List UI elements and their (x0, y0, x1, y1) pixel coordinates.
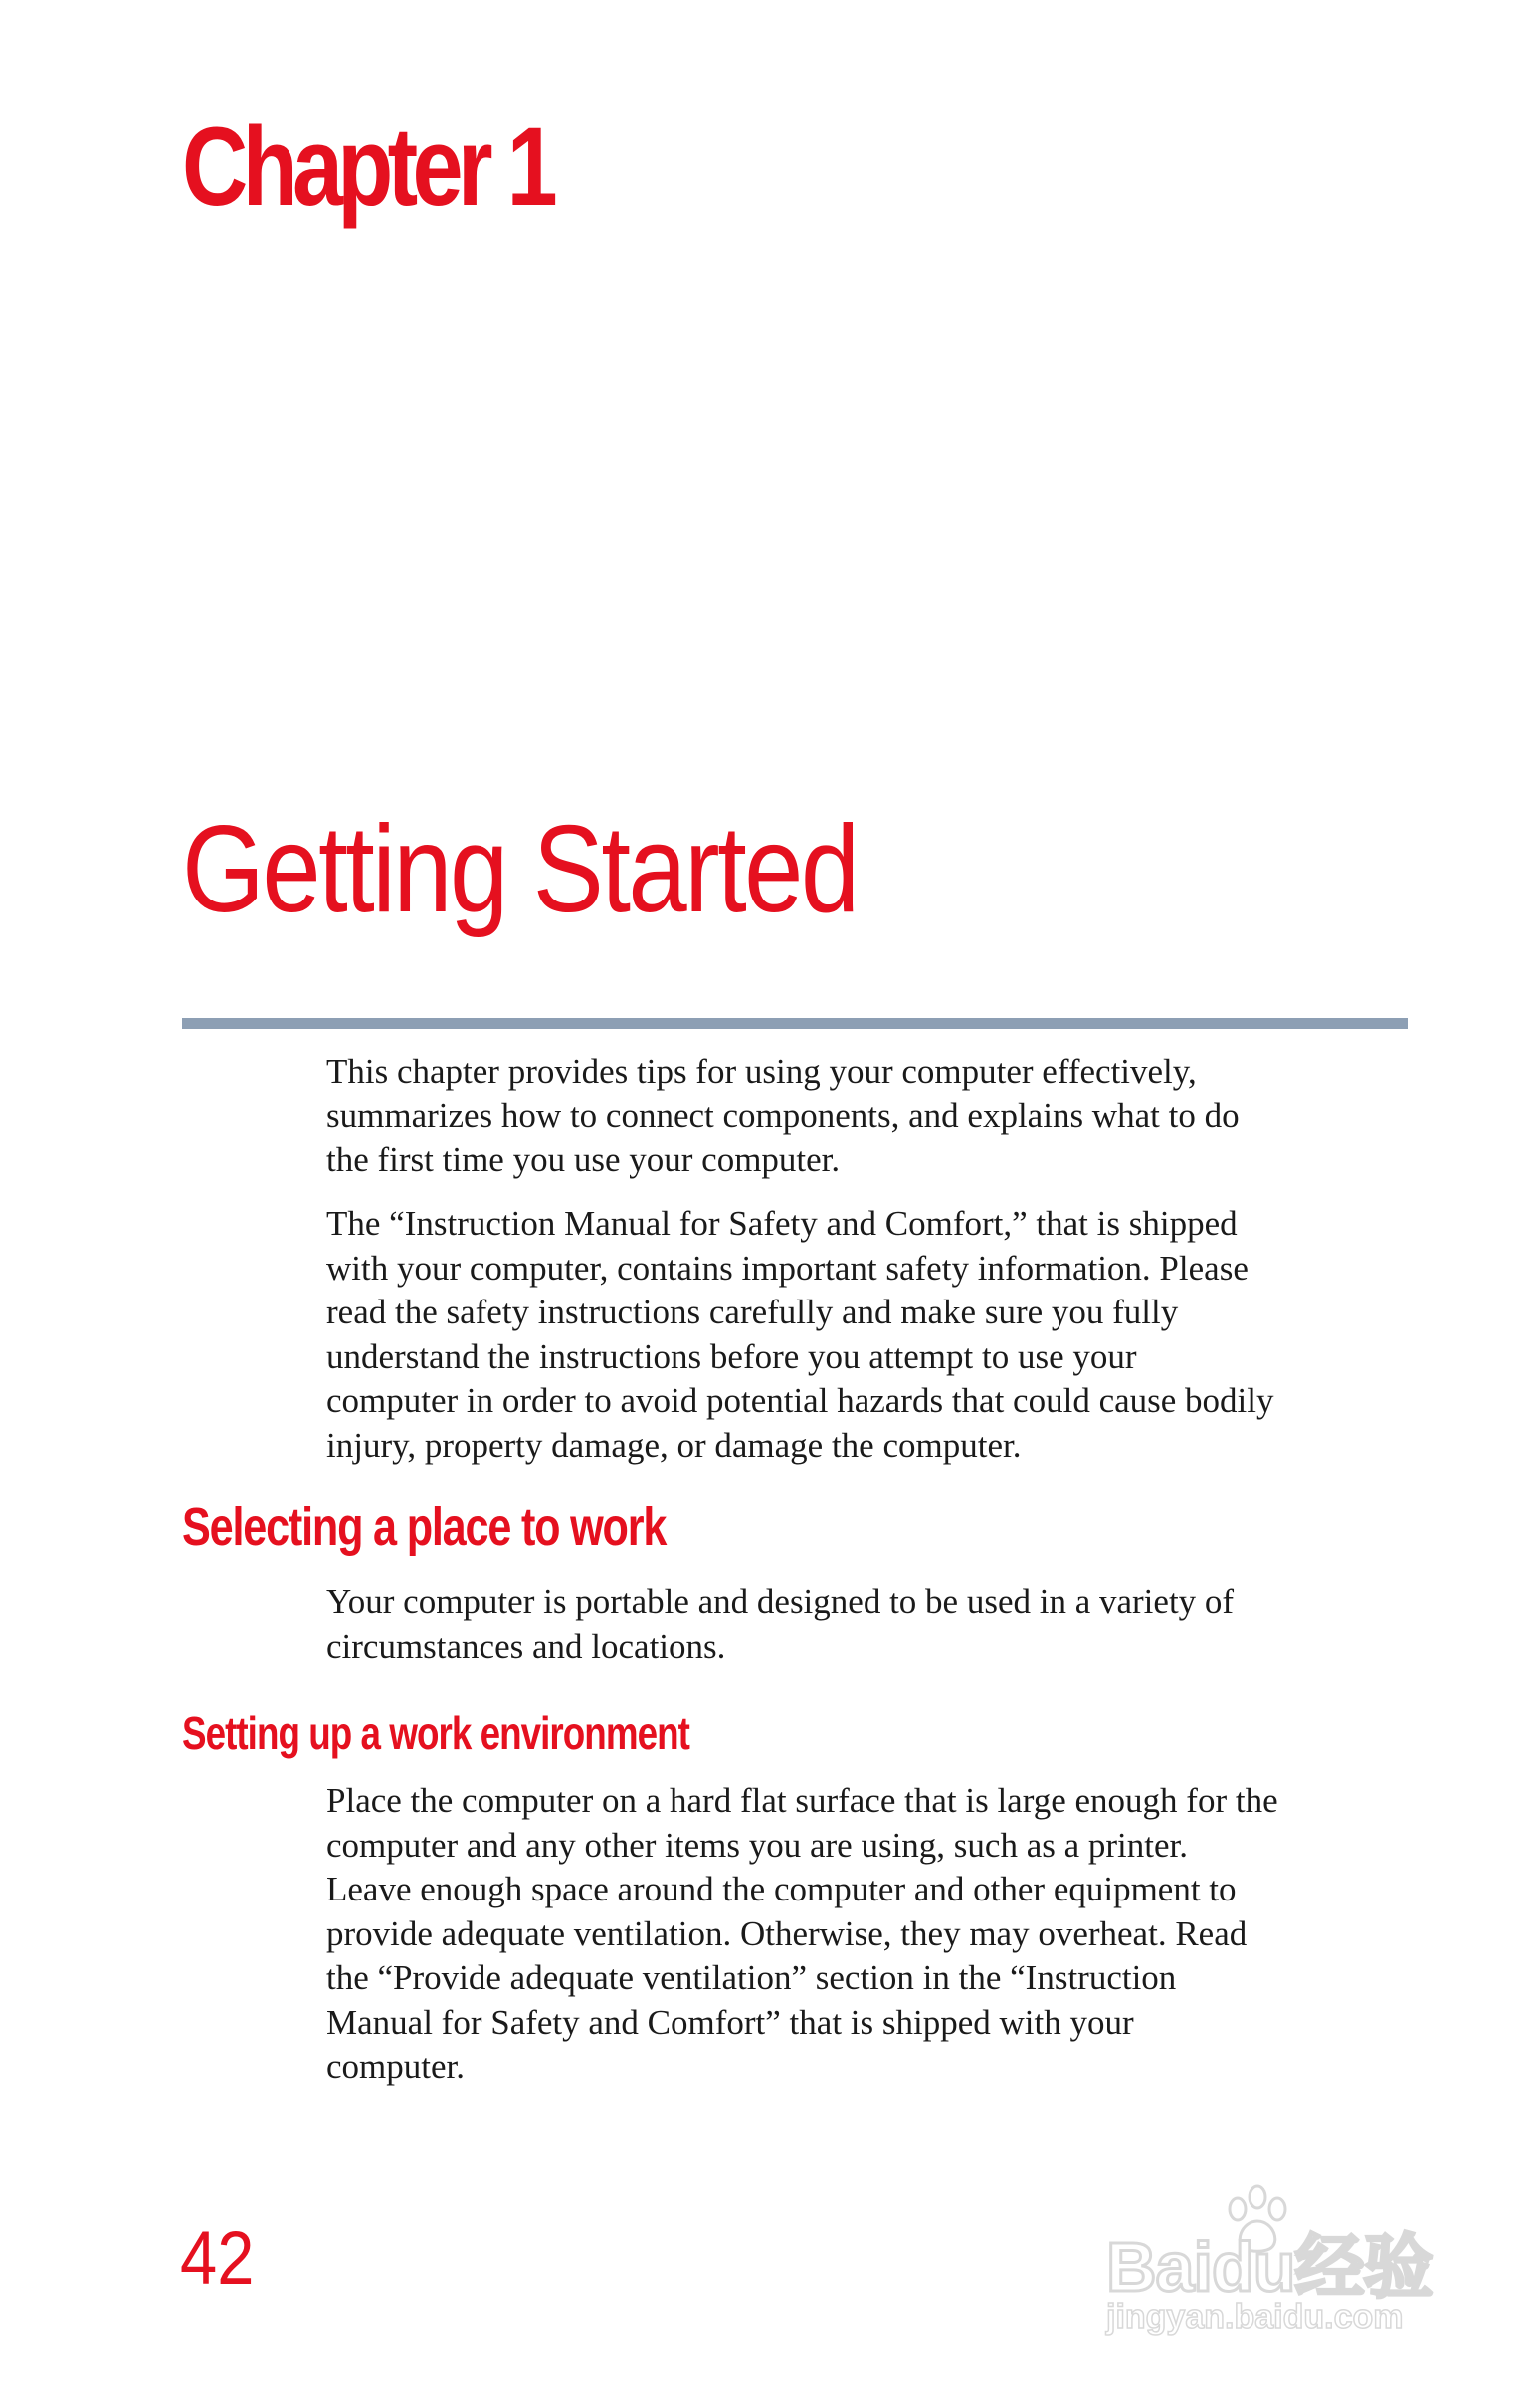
text-line: computer. (326, 2047, 465, 2086)
baidu-watermark (1106, 2181, 1464, 2350)
text-line: This chapter provides tips for using your computer effectively, (326, 1052, 1197, 1091)
text-line: summarizes how to connect components, and explains what to do (326, 1096, 1240, 1135)
text-line: circumstances and locations. (326, 1626, 726, 1666)
text-line: Manual for Safety and Comfort” that is shipped with your (326, 2002, 1134, 2042)
text-line: The “Instruction Manual for Safety and Comfort,” that is shipped (326, 1204, 1238, 1243)
chapter-title: Getting Started (182, 801, 858, 938)
page-number: 42 (180, 2216, 255, 2300)
text-line: computer and any other items you are using, such as a printer. (326, 1825, 1189, 1865)
section-heading-work-environment: Setting up a work environment (182, 1707, 689, 1759)
text-line: computer in order to avoid potential hazards that could cause bodily (326, 1381, 1274, 1420)
section-heading-selecting-place: Selecting a place to work (182, 1498, 667, 1557)
text-line: with your computer, contains important safety information. Please (326, 1248, 1249, 1288)
text-line: the first time you use your computer. (326, 1140, 841, 1179)
text-line: understand the instructions before you attempt to use your (326, 1336, 1137, 1376)
intro-paragraph-2 (326, 1202, 1421, 1468)
title-divider (182, 1018, 1408, 1029)
section1-paragraph (326, 1580, 1421, 1669)
watermark-url-text: jingyan.baidu.com (1106, 2299, 1404, 2336)
text-line: Leave enough space around the computer and other equipment to (326, 1870, 1237, 1908)
section2-paragraph (326, 1779, 1421, 2090)
text-line: Place the computer on a hard flat surface that is large enough for the (326, 1781, 1278, 1820)
chapter-label: Chapter 1 (182, 104, 552, 229)
text-line: the “Provide adequate ventilation” section in the “Instruction (326, 1958, 1177, 1997)
text-line: Your computer is portable and designed to be used in a variety of (326, 1582, 1235, 1621)
text-line: read the safety instructions carefully and make sure you fully (326, 1293, 1179, 1331)
watermark-logo-text: Baidu经验 (1106, 2228, 1433, 2305)
text-line: provide adequate ventilation. Otherwise, they may overheat. Read (326, 1913, 1248, 1953)
intro-paragraph-1 (326, 1050, 1421, 1183)
text-line: injury, property damage, or damage the computer. (326, 1425, 1022, 1465)
